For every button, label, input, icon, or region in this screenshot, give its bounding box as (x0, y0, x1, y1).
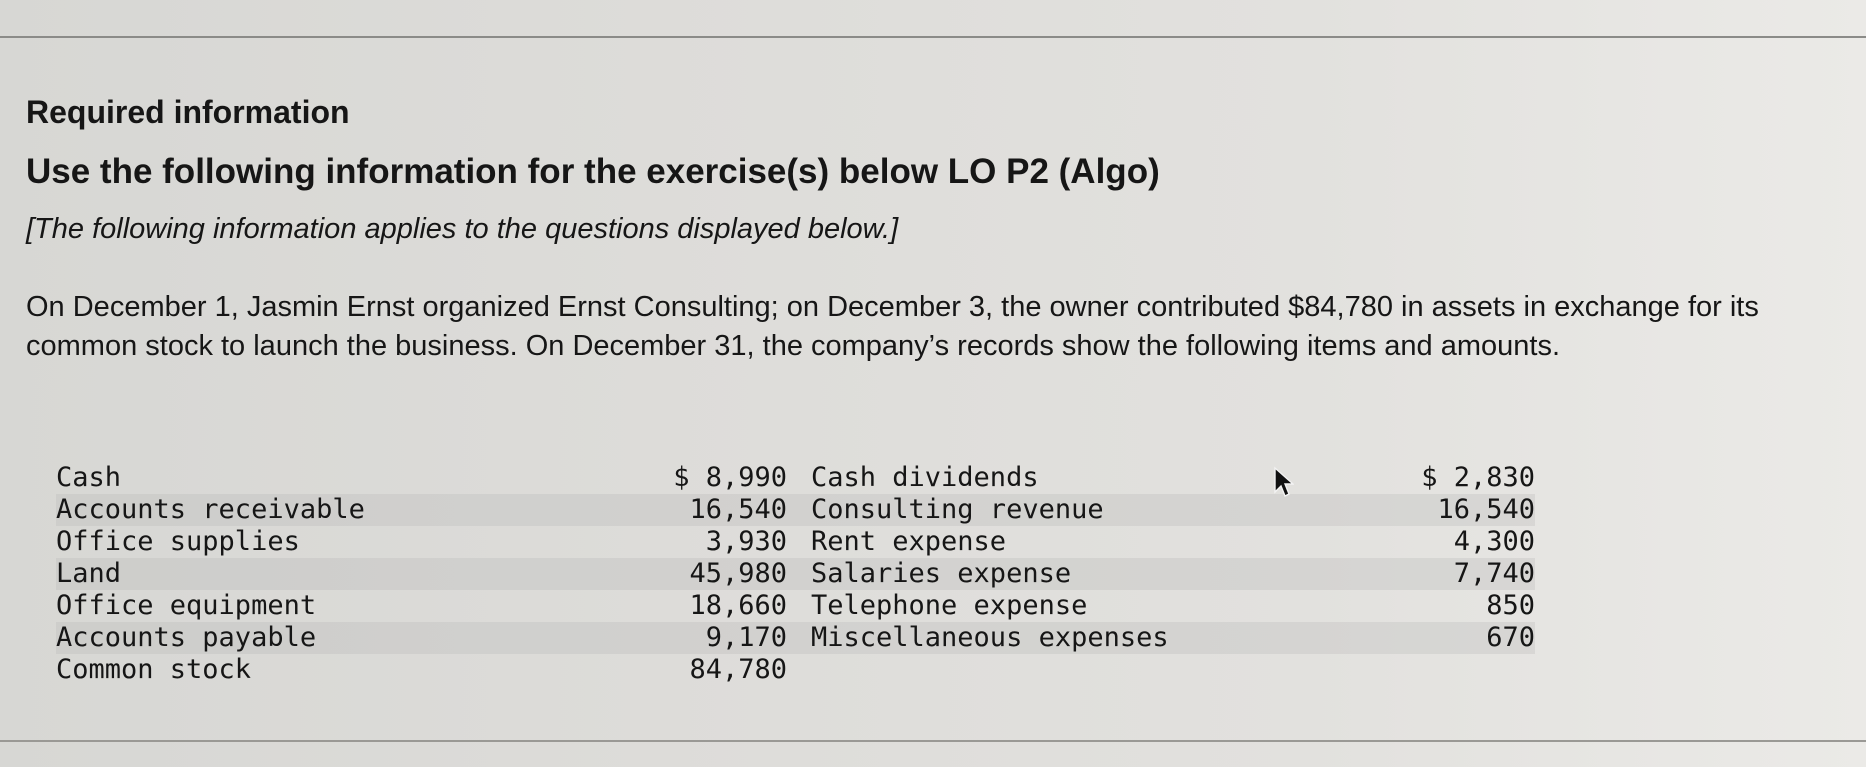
accounts-amounts-table (56, 462, 1535, 686)
left-account-label: Office equipment (56, 590, 317, 621)
required-information-heading: Required information (26, 94, 350, 130)
table-spacer (1187, 558, 1317, 590)
table-row (56, 654, 1535, 686)
table-spacer (1187, 622, 1317, 654)
table-row (56, 558, 1535, 590)
right-account-amount: 4,300 (1453, 526, 1535, 557)
right-account-label: Cash dividends (811, 462, 1039, 493)
table-spacer (1187, 526, 1317, 558)
right-account-amount: 850 (1486, 590, 1535, 621)
left-account-label: Accounts receivable (56, 494, 591, 526)
right-account-label: Miscellaneous expenses (801, 622, 1187, 654)
right-account-amount: $ 2,830 (1421, 462, 1535, 493)
left-account-label: Cash (56, 462, 122, 493)
left-account-amount: $ 8,990 (673, 462, 787, 493)
left-account-label: Office supplies (56, 526, 300, 557)
table-spacer (1187, 462, 1317, 494)
table-spacer (1187, 590, 1317, 622)
table-row (56, 494, 1535, 526)
right-account-label: Telephone expense (811, 590, 1088, 621)
right-account-label (801, 654, 1187, 686)
instruction-note: [The following information applies to the questions displayed below.] (26, 213, 899, 245)
table-row (56, 622, 1535, 654)
right-account-amount: 16,540 (1317, 494, 1535, 526)
top-divider (0, 36, 1866, 38)
right-account-label: Consulting revenue (801, 494, 1187, 526)
table-row (56, 590, 1535, 622)
left-account-amount: 45,980 (591, 558, 801, 590)
table-spacer (1187, 654, 1317, 686)
exercise-title: Use the following information for the exercise(s) below LO P2 (Algo) (26, 152, 1160, 191)
required-information-panel (26, 92, 1836, 366)
table-row (56, 526, 1535, 558)
left-account-amount: 18,660 (689, 590, 787, 621)
left-account-label: Accounts payable (56, 622, 591, 654)
left-account-label: Common stock (56, 654, 252, 685)
right-account-amount: 7,740 (1317, 558, 1535, 590)
left-account-amount: 9,170 (591, 622, 801, 654)
mouse-pointer-icon (1272, 466, 1294, 498)
left-account-amount: 3,930 (705, 526, 787, 557)
problem-description: On December 1, Jasmin Ernst organized Ernst Consulting; on December 3, the owner contributed $84,780 in assets in exchange for its common stock to launch the business. On December 31, the company’s records show the following items and amounts. (26, 291, 1759, 362)
right-account-label: Rent expense (811, 526, 1007, 557)
left-account-amount: 16,540 (591, 494, 801, 526)
right-account-amount (1317, 654, 1535, 686)
table-row (56, 462, 1535, 494)
bottom-divider (0, 740, 1866, 742)
right-account-amount: 670 (1317, 622, 1535, 654)
left-account-label: Land (56, 558, 591, 590)
right-account-label: Salaries expense (801, 558, 1187, 590)
table-spacer (1187, 494, 1317, 526)
accounts-table (56, 462, 1535, 686)
left-account-amount: 84,780 (689, 654, 787, 685)
